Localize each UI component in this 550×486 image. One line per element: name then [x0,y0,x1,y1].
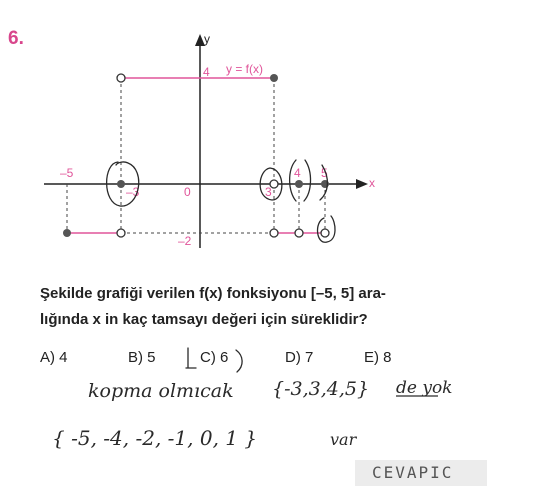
handwriting-line1-a: kopma olmıcak [88,380,234,402]
tick-label-zero: 0 [184,185,191,199]
handwriting-signature: CEVAPIC [372,463,454,482]
tick-label-yneg2: –2 [178,234,192,248]
closed-point-neg3-axis [117,180,125,188]
closed-point-4-axis [295,180,303,188]
y-axis-label: y [204,32,210,46]
closed-point-neg5 [63,229,71,237]
option-c[interactable]: C) 6 [200,349,229,366]
option-a[interactable]: A) 4 [40,349,68,366]
tick-label-y4: 4 [203,65,210,79]
pen-paren-4-right [304,160,311,201]
handwriting-line2-a: { -5, -4, -2, -1, 0, 1 } [52,426,258,450]
tick-label-neg5: –5 [60,166,74,180]
tick-label-4: 4 [294,166,301,180]
x-axis-arrow [356,179,368,189]
handwriting-line1-c: de yok [396,378,453,398]
option-e[interactable]: E) 8 [364,349,392,366]
x-axis-label: x [369,176,375,190]
open-point-3-bottom [270,229,278,237]
open-point-neg3-top [117,74,125,82]
tick-label-neg3: –3 [126,185,140,199]
function-label: y = f(x) [226,62,264,76]
option-b[interactable]: B) 5 [128,349,156,366]
question-line-2: lığında x in kaç tamsayı değeri için süreklidir? [40,311,368,328]
closed-point-3-top [270,74,278,82]
tick-label-3: 3 [265,185,272,199]
option-d[interactable]: D) 7 [285,349,314,366]
open-point-neg3-bottom [117,229,125,237]
question-number: 6. [8,28,24,49]
open-point-4-bottom [295,229,303,237]
handwriting-line1-b: {-3,3,4,5} [272,378,370,400]
question-line-1: Şekilde grafiği verilen f(x) fonksiyonu [–5, 5] ara- [40,285,386,302]
tick-label-5: 5 [321,166,328,180]
open-point-5-bottom [321,229,329,237]
handwriting-line2-b: var [330,430,357,449]
